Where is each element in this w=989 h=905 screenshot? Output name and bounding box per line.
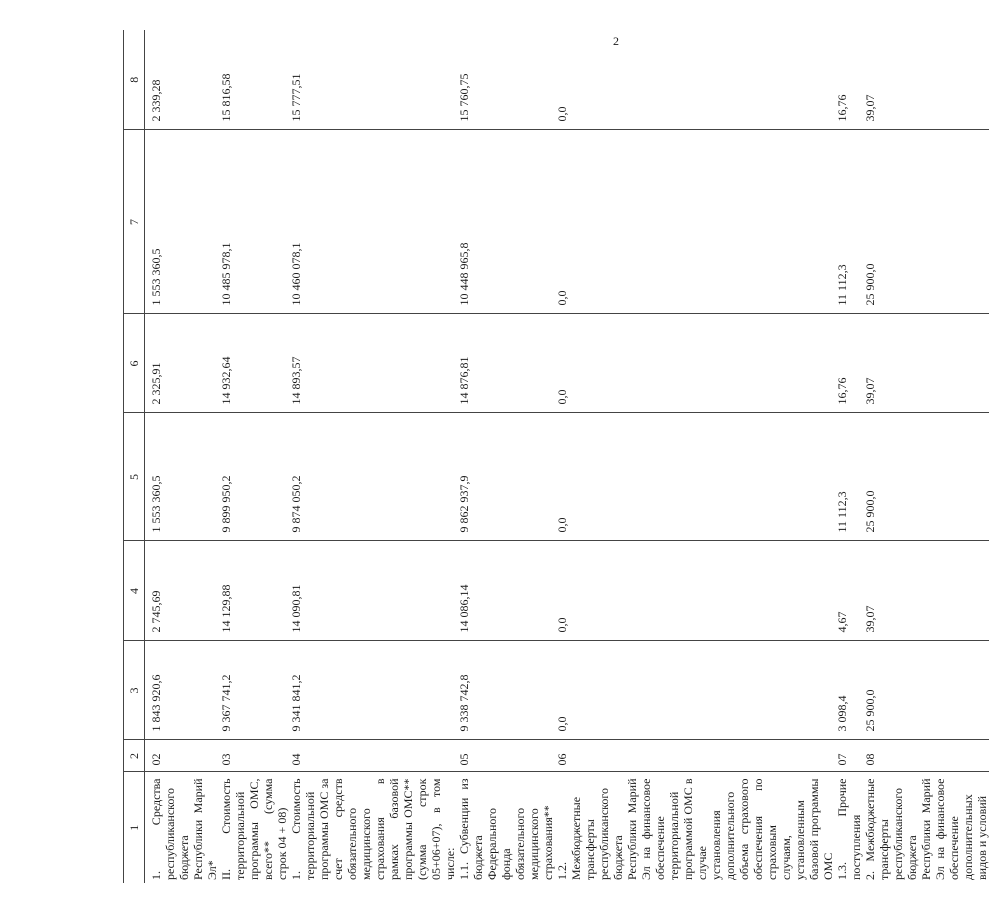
cell-value: 9 874 050,2 [289, 413, 457, 541]
cell-value: 2 325,91 [145, 314, 220, 413]
cell-value: 25 900,0 [863, 413, 989, 541]
row-code: 08 [863, 740, 989, 772]
cell-value: 39,07 [863, 541, 989, 641]
row-label: 2. Межбюджетные трансферты республиканского бюджета Республики Марий Эл на финансовое обеспечение дополнительных видов и условий [863, 772, 989, 883]
cell-value: 9 367 741,2 [219, 641, 289, 740]
row-code: 05 [457, 740, 555, 772]
cell-value: 3 098,4 [835, 641, 863, 740]
cell-value: 25 900,0 [863, 130, 989, 314]
cell-value: 0,0 [555, 413, 835, 541]
cell-value: 15 777,51 [289, 73, 303, 122]
row-label: 1.1. Субвенции из бюджета Федерального фонда обязательного медицинского страхования** [457, 772, 555, 883]
cell-value: 11 112,3 [835, 130, 863, 314]
cell-value: 14 876,81 [457, 314, 555, 413]
table-row [457, 30, 555, 883]
financing-table [123, 30, 989, 883]
cell-value: 2 745,69 [145, 541, 220, 641]
cell-value: 11 112,3 [835, 413, 863, 541]
row-label: 1.3. Прочие поступления [835, 772, 863, 883]
column-header: 3 [124, 641, 145, 740]
cell-value: 0,0 [555, 106, 569, 122]
cell-value: 14 932,64 [219, 314, 289, 413]
cell-value: 25 900,0 [863, 641, 989, 740]
cell-value: 9 341 841,2 [289, 641, 457, 740]
cell-value: 14 086,14 [457, 541, 555, 641]
cell-value: 14 129,88 [219, 541, 289, 641]
row-label: 1.2. Межбюджетные трансферты республиканского бюджета Республики Марий Эл на финансовое обеспечение территориальной программой ОМС в случае установления дополнительного объема страхового обеспечения по страховым случаям, установленным базовой программы ОМС [555, 772, 835, 883]
column-header: 6 [124, 314, 145, 413]
column-header: 1 [124, 772, 145, 883]
cell-value: 15 760,75 [457, 73, 471, 122]
row-code: 03 [219, 740, 289, 772]
cell-value: 9 862 937,9 [457, 413, 555, 541]
table-row [835, 30, 863, 883]
cell-value: 39,07 [863, 314, 989, 413]
cell-value: 9 338 742,8 [457, 641, 555, 740]
row-label: 1. Средства республиканского бюджета Республики Марий Эл* [145, 772, 220, 883]
cell-value: 16,76 [835, 94, 849, 122]
column-header: 2 [124, 740, 145, 772]
cell-value: 10 460 078,1 [289, 130, 457, 314]
row-label: 1. Стоимость территориальной программы ОМС за счет средств обязательного медицинского страхования в рамках базовой программы ОМС** (сумма строк 05+06+07), в том числе: [289, 772, 457, 883]
cell-value: 2 339,28 [149, 79, 163, 122]
cell-value: 0,0 [555, 541, 835, 641]
table-row [863, 30, 989, 883]
column-header: 8 [124, 30, 145, 130]
column-header-row [124, 30, 145, 883]
cell-value: 14 893,57 [289, 314, 457, 413]
table-row [219, 30, 289, 883]
column-header: 7 [124, 130, 145, 314]
cell-value: 4,67 [835, 541, 863, 641]
cell-value: 10 485 978,1 [219, 130, 289, 314]
column-header: 4 [124, 541, 145, 641]
row-code: 06 [555, 740, 835, 772]
cell-value: 9 899 950,2 [219, 413, 289, 541]
cell-value: 15 816,58 [219, 73, 233, 122]
rotated-table-container [123, 30, 989, 883]
row-code: 07 [835, 740, 863, 772]
cell-value: 1 843 920,6 [145, 641, 220, 740]
cell-value: 16,76 [835, 314, 863, 413]
row-label: II. Стоимость территориальной программы ОМС, всего** (сумма строк 04 + 08) [219, 772, 289, 883]
cell-value: 1 553 360,5 [145, 130, 220, 314]
cell-value: 1 553 360,5 [145, 413, 220, 541]
cell-value: 0,0 [555, 314, 835, 413]
row-code: 02 [145, 740, 220, 772]
table-row [289, 30, 457, 883]
table-row [145, 30, 220, 883]
table-row [555, 30, 835, 883]
row-code: 04 [289, 740, 457, 772]
cell-value: 0,0 [555, 130, 835, 314]
cell-value: 0,0 [555, 641, 835, 740]
page-number: 2 [613, 34, 619, 48]
cell-value: 10 448 965,8 [457, 130, 555, 314]
cell-value: 39,07 [863, 94, 877, 122]
column-header: 5 [124, 413, 145, 541]
cell-value: 14 090,81 [289, 541, 457, 641]
